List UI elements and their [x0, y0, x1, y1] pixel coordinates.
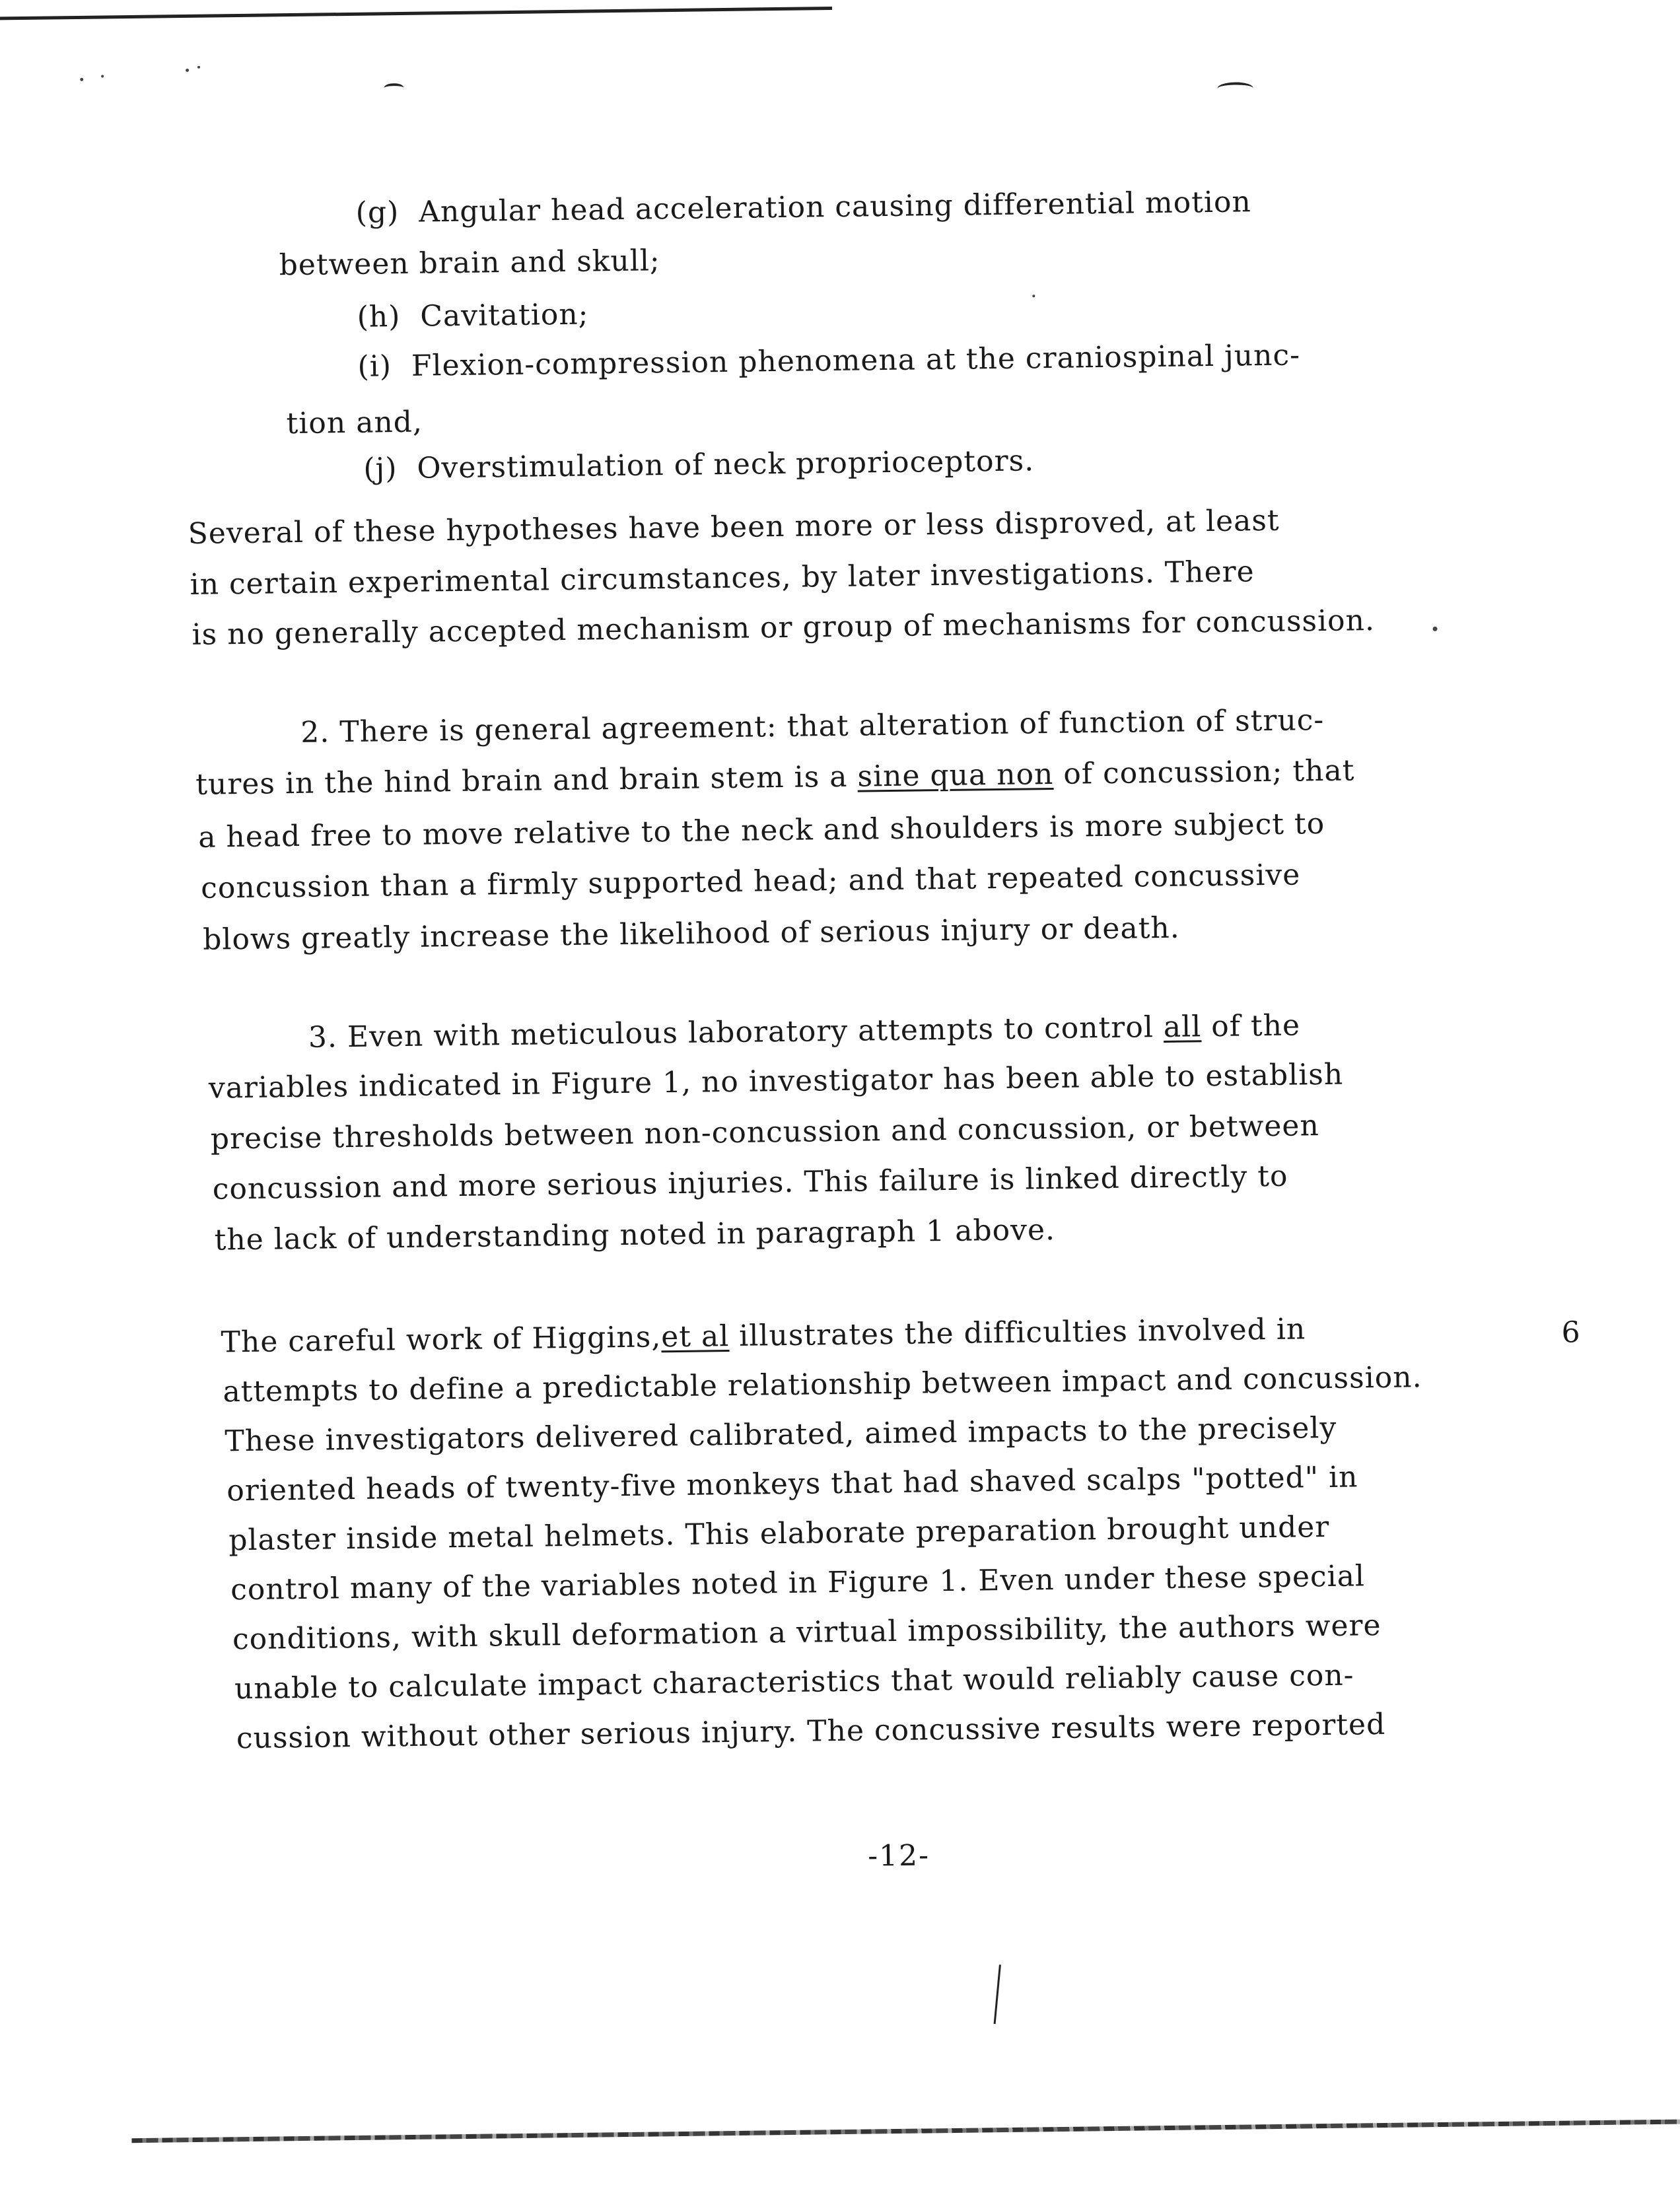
text-run: illustrates the difficulties involved in [728, 1312, 1306, 1354]
paragraph-line: Several of these hypotheses have been more or less disproved, at least [188, 503, 1280, 551]
paragraph-line: precise thresholds between non-concussion and concussion, or between [210, 1109, 1320, 1156]
text-run: tures in the hind brain and brain stem is a [195, 759, 858, 802]
list-text: Overstimulation of neck proprioceptors. [417, 444, 1035, 485]
list-item-h [357, 297, 589, 334]
list-text: Flexion-compression phenomena at the craniospinal junc- [411, 338, 1301, 383]
list-label: (i) [357, 349, 392, 384]
list-item-g-continued: between brain and skull; [279, 244, 661, 283]
footnote-reference: 6 [1561, 1315, 1580, 1350]
list-label: (j) [363, 452, 398, 486]
underlined-phrase: et al [660, 1319, 730, 1354]
list-label: (h) [357, 300, 401, 334]
paragraph-line: in certain experimental circumstances, by later investigations. There [190, 555, 1255, 602]
text-run: of concussion; that [1053, 753, 1355, 791]
paragraph-line: concussion and more serious injuries. This failure is linked directly to [212, 1159, 1288, 1206]
underlined-word: all [1163, 1010, 1202, 1044]
paragraph-line: blows greatly increase the likelihood of serious injury or death. [202, 911, 1180, 957]
list-text: Cavitation; [419, 297, 589, 333]
bottom-scan-edge [131, 2119, 1680, 2143]
underlined-phrase: sine qua non [857, 757, 1054, 794]
list-item-j [363, 444, 1035, 486]
page-number: -12- [867, 1838, 930, 1873]
list-item-g [355, 185, 1252, 230]
list-label: (g) [355, 195, 400, 230]
scan-speck [1032, 295, 1035, 297]
scan-speck [1433, 627, 1438, 631]
paragraph-line: is no generally accepted mechanism or group of mechanisms for concussion. [192, 604, 1376, 652]
scan-speck [186, 69, 189, 72]
paragraph-line [221, 1312, 1306, 1360]
paragraph-line [308, 1008, 1301, 1055]
text-run: of the [1201, 1008, 1301, 1044]
paragraph-line: a head free to move relative to the neck and shoulders is more subject to [197, 806, 1325, 854]
text-run: The careful work of Higgins, [221, 1320, 662, 1360]
paragraph-line: unable to calculate impact characteristics that would reliably cause con- [234, 1658, 1354, 1706]
scan-mark [1217, 82, 1253, 94]
paragraph-line: control many of the variables noted in Figure 1. Even under these special [230, 1559, 1366, 1607]
paragraph-line: attempts to define a predictable relationship between impact and concussion. [223, 1360, 1422, 1409]
paragraph-line: conditions, with skull deformation a virtual impossibility, the authors were [232, 1609, 1382, 1657]
paragraph-line: variables indicated in Figure 1, no investigator has been able to establish [208, 1057, 1344, 1105]
paragraph-line: 2. There is general agreement: that alteration of function of struc- [300, 703, 1325, 749]
pen-stroke [994, 1964, 1001, 2024]
list-item-i [357, 338, 1301, 384]
scan-speck [101, 75, 104, 77]
list-text: Angular head acceleration causing differential motion [418, 185, 1252, 229]
top-scan-edge [0, 7, 832, 20]
paragraph-line: oriented heads of twenty-five monkeys that had shaved scalps "potted" in [227, 1460, 1358, 1508]
scan-speck [80, 78, 83, 81]
paragraph-line: the lack of understanding noted in paragraph 1 above. [214, 1213, 1056, 1257]
paragraph-line: concussion than a firmly supported head; and that repeated concussive [200, 858, 1301, 905]
scan-mark [384, 83, 403, 92]
scan-speck [197, 66, 200, 69]
paragraph-line: cussion without other serious injury. The concussive results were reported [236, 1707, 1386, 1756]
paragraph-line [195, 753, 1355, 802]
list-item-i-continued: tion and, [286, 405, 423, 441]
text-run: 3. Even with meticulous laboratory attempts to control [308, 1010, 1164, 1055]
paragraph-line: These investigators delivered calibrated, aimed impacts to the precisely [225, 1410, 1337, 1459]
paragraph-line: plaster inside metal helmets. This elaborate preparation brought under [228, 1510, 1330, 1558]
